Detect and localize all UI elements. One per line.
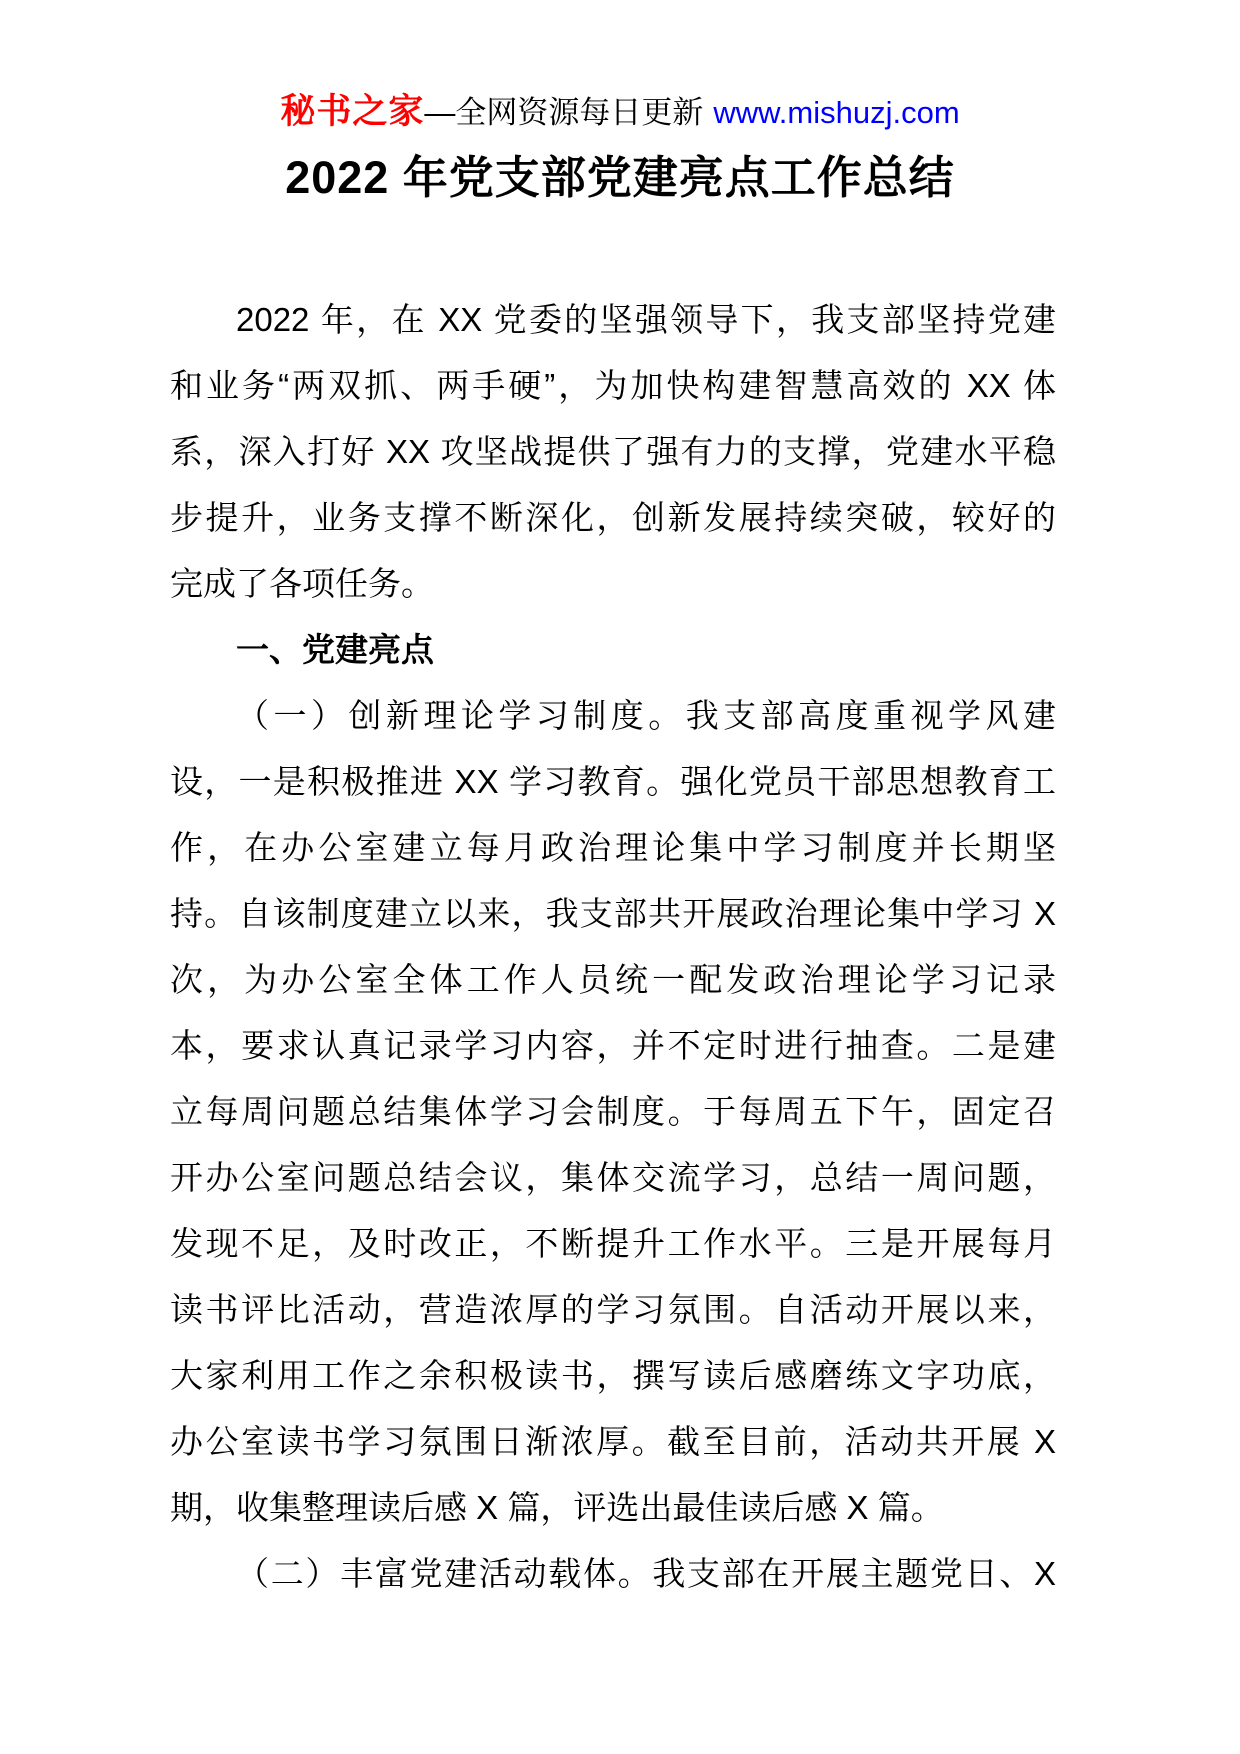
paragraph-line: 大家利用工作之余积极读书，撰写读后感磨练文字功底， xyxy=(170,1357,1056,1394)
header-tagline: 全网资源每日更新 xyxy=(455,95,704,130)
paragraph-line: 期，收集整理读后感 X 篇，评选出最佳读后感 X 篇。 xyxy=(170,1489,944,1526)
paragraph-line: 办公室读书学习氛围日渐浓厚。截至目前，活动共开展 X xyxy=(170,1423,1056,1460)
section-heading-line: 一、党建亮点 xyxy=(236,631,434,668)
paragraph-line: 本，要求认真记录学习内容，并不定时进行抽查。二是建 xyxy=(170,1027,1056,1064)
paragraph-line: 和业务“两双抓、两手硬”，为加快构建智慧高效的 XX 体 xyxy=(170,367,1056,404)
paragraph-line: 开办公室问题总结会议，集体交流学习，总结一周问题， xyxy=(170,1159,1056,1196)
document-body xyxy=(170,287,1056,1607)
site-url-link[interactable]: www.mishuzj.com xyxy=(713,95,960,130)
paragraph-line: 发现不足，及时改正，不断提升工作水平。三是开展每月 xyxy=(170,1225,1056,1262)
header-separator: — xyxy=(424,95,456,130)
paragraph-line: 次，为办公室全体工作人员统一配发政治理论学习记录 xyxy=(170,961,1056,998)
paragraph-line: 步提升，业务支撑不断深化，创新发展持续突破，较好的 xyxy=(170,499,1056,536)
paragraph-line: 设，一是积极推进 XX 学习教育。强化党员干部思想教育工 xyxy=(170,763,1056,800)
paragraph-line: 2022 年，在 XX 党委的坚强领导下，我支部坚持党建 xyxy=(236,301,1056,338)
paragraph-line: 读书评比活动，营造浓厚的学习氛围。自活动开展以来， xyxy=(170,1291,1056,1328)
document-title: 2022 年党支部党建亮点工作总结 xyxy=(285,152,955,203)
paragraph-line: 持。自该制度建立以来，我支部共开展政治理论集中学习 X xyxy=(170,895,1056,932)
paragraph-line: 作，在办公室建立每月政治理论集中学习制度并长期坚 xyxy=(170,829,1056,866)
site-brand: 秘书之家 xyxy=(280,92,425,131)
site-header xyxy=(0,0,1240,133)
paragraph-line: 立每周问题总结集体学习会制度。于每周五下午，固定召 xyxy=(170,1093,1056,1130)
paragraph-line: 系，深入打好 XX 攻坚战提供了强有力的支撑，党建水平稳 xyxy=(170,433,1056,470)
paragraph-line: 完成了各项任务。 xyxy=(170,565,434,602)
paragraph-line: （一）创新理论学习制度。我支部高度重视学风建 xyxy=(236,697,1056,734)
paragraph-line: （二）丰富党建活动载体。我支部在开展主题党日、X xyxy=(236,1555,1056,1592)
